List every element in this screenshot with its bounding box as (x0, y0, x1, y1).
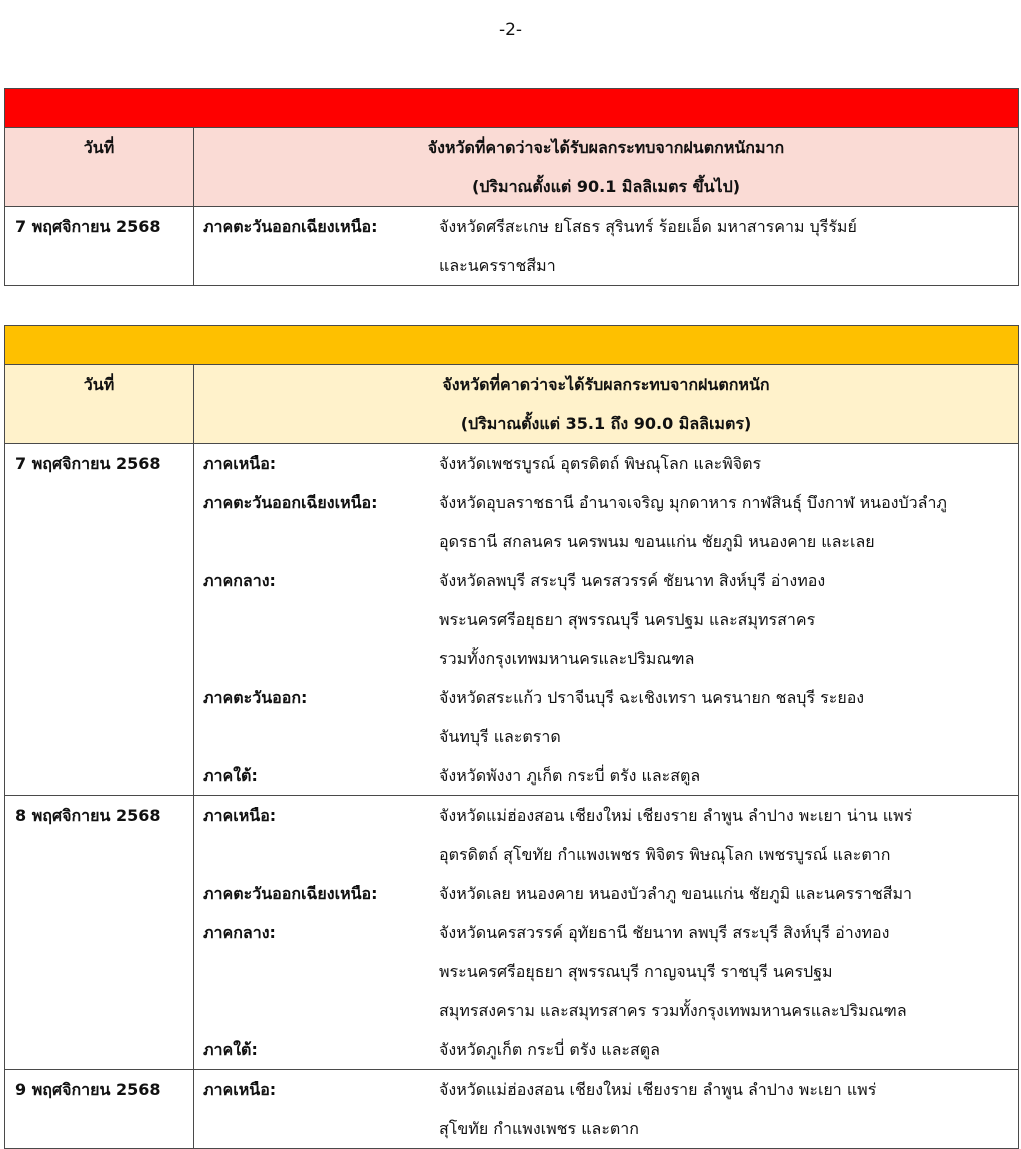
date-cell: 9 พฤศจิกายน 2568 (5, 1070, 194, 1148)
region-entry (203, 796, 1018, 874)
province-line: สุโขทัย กำแพงเพชร และตาก (439, 1119, 639, 1138)
province-line: จังหวัดนครสวรรค์ อุทัยธานี ชัยนาท ลพบุรี สระบุรี สิงห์บุรี อ่างทอง (439, 923, 890, 942)
regions-cell (194, 444, 1018, 795)
region-label: ภาคเหนือ: (203, 454, 277, 473)
region-entry (203, 207, 1018, 285)
province-line: รวมทั้งกรุงเทพมหานครและปริมณฑล (439, 649, 695, 668)
region-label: ภาคตะวันออกเฉียงเหนือ: (203, 217, 378, 236)
province-line: อุตรดิตถ์ สุโขทัย กำแพงเพชร พิจิตร พิษณุโลก เพชรบูรณ์ และตาก (439, 845, 891, 864)
table-row (5, 444, 1018, 796)
regions-cell (194, 1070, 1018, 1148)
heavy-rain-table (4, 325, 1019, 1149)
region-entry (203, 444, 1018, 483)
province-list (439, 1070, 1018, 1148)
region-entry (203, 678, 1018, 756)
date-column-header: วันที่ (5, 128, 194, 206)
date-cell: 8 พฤศจิกายน 2568 (5, 796, 194, 1069)
region-entry (203, 913, 1018, 1030)
region-entry (203, 874, 1018, 913)
province-line: จังหวัดพังงา ภูเก็ต กระบี่ ตรัง และสตูล (439, 766, 701, 785)
regions-cell (194, 796, 1018, 1069)
table-header (5, 128, 1018, 207)
province-list (439, 678, 1018, 756)
header-title-line2: (ปริมาณตั้งแต่ 35.1 ถึง 90.0 มิลลิเมตร) (460, 414, 752, 433)
header-title-line1: จังหวัดที่คาดว่าจะได้รับผลกระทบจากฝนตกหนักมาก (427, 138, 785, 157)
province-line: จังหวัดเลย หนองคาย หนองบัวลำภู ขอนแก่น ชัยภูมิ และนครราชสีมา (439, 884, 912, 903)
region-label: ภาคตะวันออก: (203, 688, 308, 707)
province-list (439, 483, 1018, 561)
region-label: ภาคใต้: (203, 1040, 258, 1059)
header-title-line2: (ปริมาณตั้งแต่ 90.1 มิลลิเมตร ขึ้นไป) (471, 177, 741, 196)
province-line: และนครราชสีมา (439, 256, 556, 275)
date-cell: 7 พฤศจิกายน 2568 (5, 207, 194, 285)
region-entry (203, 483, 1018, 561)
very-heavy-rain-table (4, 88, 1019, 286)
province-line: จังหวัดเพชรบูรณ์ อุตรดิตถ์ พิษณุโลก และพิจิตร (439, 454, 762, 473)
province-list (439, 207, 1018, 285)
region-label: ภาคเหนือ: (203, 806, 277, 825)
province-line: จังหวัดแม่ฮ่องสอน เชียงใหม่ เชียงราย ลำพูน ลำปาง พะเยา แพร่ (439, 1080, 877, 1099)
regions-cell (194, 207, 1018, 285)
date-cell: 7 พฤศจิกายน 2568 (5, 444, 194, 795)
region-label: ภาคกลาง: (203, 923, 276, 942)
header-title-line1: จังหวัดที่คาดว่าจะได้รับผลกระทบจากฝนตกหนัก (442, 375, 770, 394)
province-list (439, 1030, 1018, 1069)
provinces-column-header (194, 128, 1018, 206)
table-row (5, 1070, 1018, 1148)
provinces-column-header (194, 365, 1018, 443)
province-list (439, 444, 1018, 483)
province-list (439, 756, 1018, 795)
table-row (5, 796, 1018, 1070)
province-line: พระนครศรีอยุธยา สุพรรณบุรี กาญจนบุรี ราชบุรี นครปฐม (439, 962, 833, 981)
region-label: ภาคเหนือ: (203, 1080, 277, 1099)
region-label: ภาคใต้: (203, 766, 258, 785)
province-line: จันทบุรี และตราด (439, 727, 561, 746)
severity-band-red (5, 89, 1018, 128)
province-list (439, 796, 1018, 874)
province-line: จังหวัดอุบลราชธานี อำนาจเจริญ มุกดาหาร กาฬสินธุ์ บึงกาฬ หนองบัวลำภู (439, 493, 947, 512)
province-line: จังหวัดภูเก็ต กระบี่ ตรัง และสตูล (439, 1040, 660, 1059)
region-label: ภาคตะวันออกเฉียงเหนือ: (203, 493, 378, 512)
table-row (5, 207, 1018, 285)
province-list (439, 561, 1018, 678)
region-label: ภาคตะวันออกเฉียงเหนือ: (203, 884, 378, 903)
province-list (439, 874, 1018, 913)
province-line: สมุทรสงคราม และสมุทรสาคร รวมทั้งกรุงเทพมหานครและปริมณฑล (439, 1001, 907, 1020)
date-column-header: วันที่ (5, 365, 194, 443)
region-entry (203, 756, 1018, 795)
region-entry (203, 561, 1018, 678)
region-entry (203, 1030, 1018, 1069)
region-label: ภาคกลาง: (203, 571, 276, 590)
province-line: จังหวัดแม่ฮ่องสอน เชียงใหม่ เชียงราย ลำพูน ลำปาง พะเยา น่าน แพร่ (439, 806, 913, 825)
province-line: จังหวัดสระแก้ว ปราจีนบุรี ฉะเชิงเทรา นครนายก ชลบุรี ระยอง (439, 688, 865, 707)
province-list (439, 913, 1018, 1030)
province-line: จังหวัดศรีสะเกษ ยโสธร สุรินทร์ ร้อยเอ็ด มหาสารคาม บุรีรัมย์ (439, 217, 857, 236)
region-entry (203, 1070, 1018, 1148)
page-number: -2- (498, 20, 523, 40)
province-line: พระนครศรีอยุธยา สุพรรณบุรี นครปฐม และสมุทรสาคร (439, 610, 816, 629)
severity-band-yellow (5, 326, 1018, 365)
province-line: อุดรธานี สกลนคร นครพนม ขอนแก่น ชัยภูมิ หนองคาย และเลย (439, 532, 875, 551)
table-header (5, 365, 1018, 444)
province-line: จังหวัดลพบุรี สระบุรี นครสวรรค์ ชัยนาท สิงห์บุรี อ่างทอง (439, 571, 826, 590)
